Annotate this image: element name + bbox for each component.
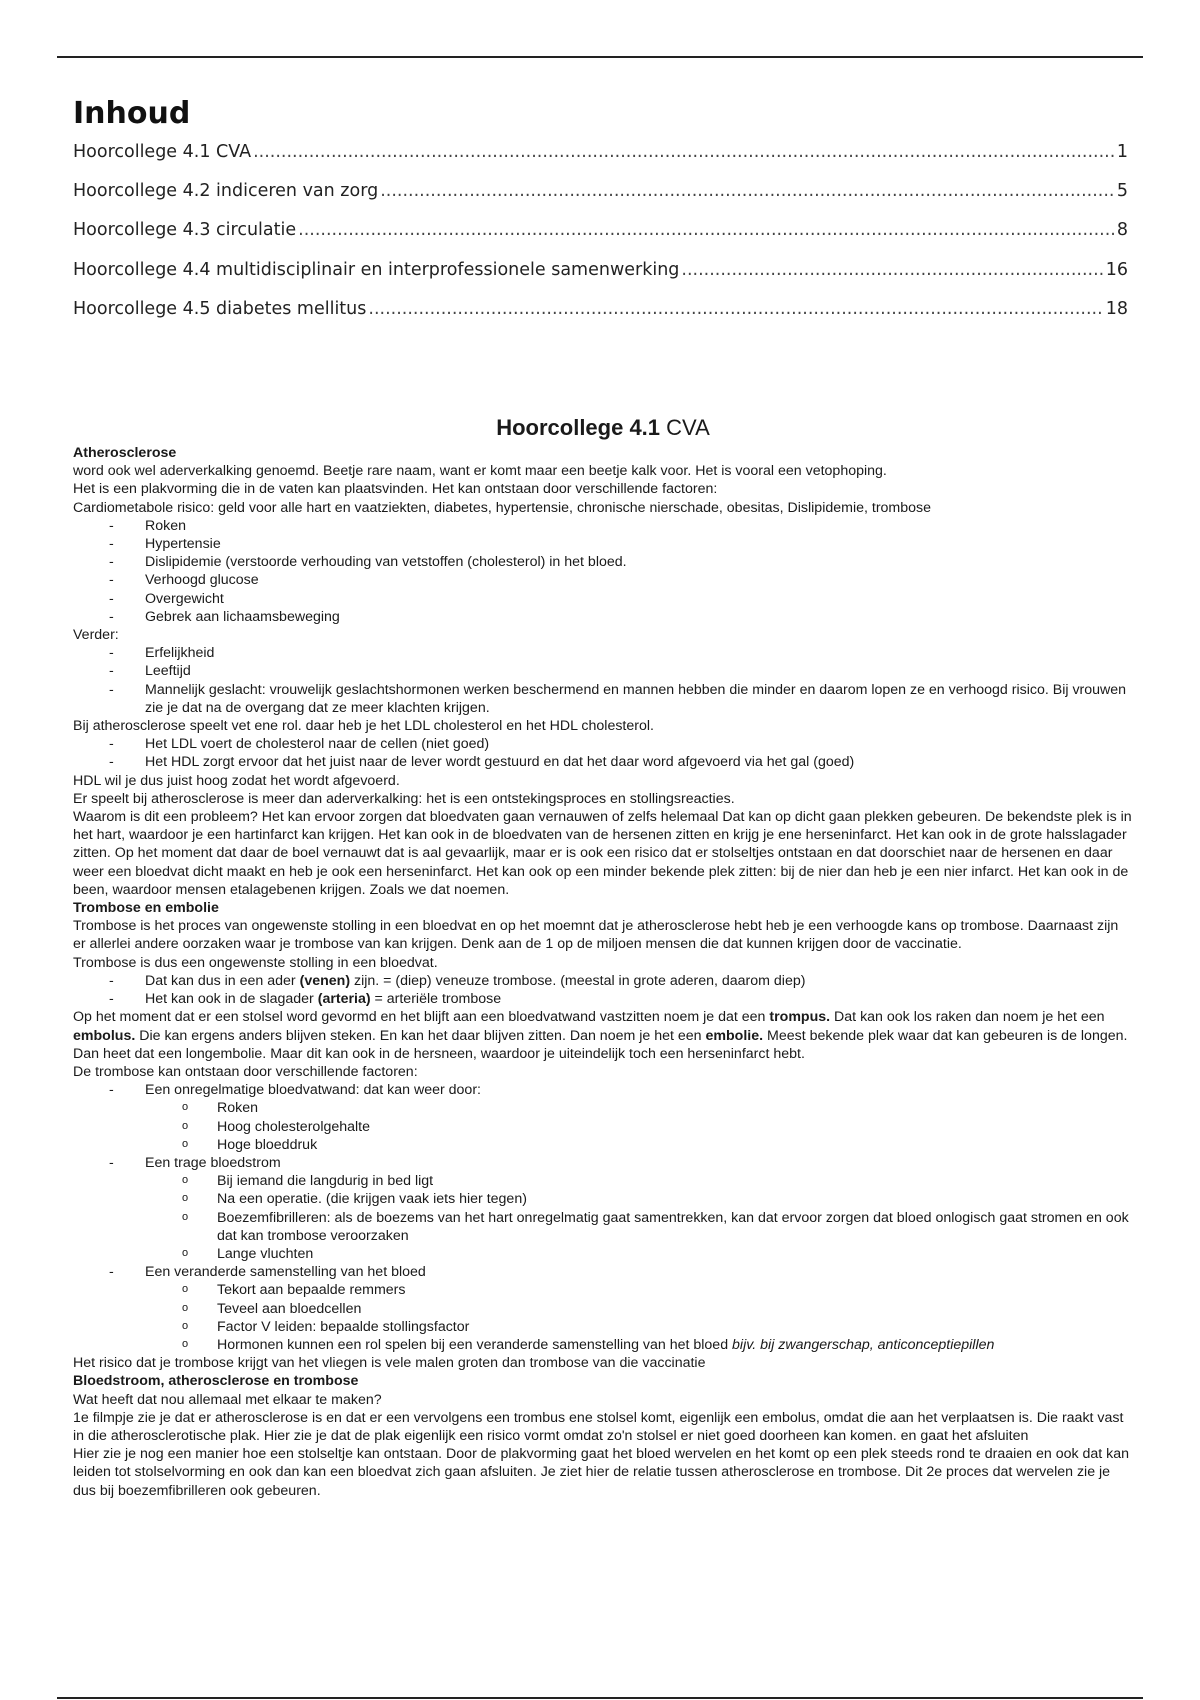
page-title xyxy=(73,415,1133,441)
header-rule xyxy=(57,56,1143,58)
paragraph: Trombose is het proces van ongewenste stolling in een bloedvat en op het moemnt dat je atherosclerose hebt heb je een verhoogde kans op trombose. Daarnaast zijn er allerlei andere oorzaken waar je trombose van kan krijgen. Denk aan de 1 op de miljoen mensen die dat kunnen krijgen door de vaccinatie. xyxy=(73,918,1119,953)
paragraph: Hier zie je nog een manier hoe een stolseltje kan ontstaan. Door de plakvorming gaat het bloed wervelen en het komt op een plek steeds rond te draaien en ook dat kan leiden tot stolselvorming en ook dan kan een bloedvat zich gaan afsluiten. Je ziet hier de relatie tussen atherosclerose en trombose. Dit 2e proces dat wervelen zie je dus bij boezemfibrilleren ook gebeuren. xyxy=(73,1446,1130,1499)
text-run: Het kan ook in de slagader xyxy=(145,991,318,1008)
bold-term: (arteria) xyxy=(317,991,371,1008)
toc-leader xyxy=(380,181,1115,201)
sub-list-item: o Factor V leiden: bepaalde stollingsfactor xyxy=(73,1318,1133,1336)
toc-entry-title: Hoorcollege 4.1 CVA xyxy=(73,142,252,162)
paragraph: Waarom is dit een probleem? Het kan ervoor zorgen dat bloedvaten gaan vernauwen of zelfs helemaal Dat kan op dicht gaan plekken gebeuren. De bekendste plek is in het hart, waardoor je een hartinfarct kan krijgen. Het kan ook in de bloedvaten van de hersenen zitten en krijg je ene herseninfarct. Het kan ook in de grote halsslagader zitten. Op het moment dat daar de boel vernauwt dat is aal gevaarlijk, maar er is ook een risico dat er stolseltjes ontstaan en dat doorschiet naar de hersenen en daar weer een bloedvat dicht maakt en heb je ook een herseninfarct. Het kan ook op een minder bekende plek zitten: bij de nier dan heb je een nier infarct. Het kan ook in de been, waardoor mensen etalagebenen krijgen. Zoals we dat noemen. xyxy=(73,809,1132,898)
list-item xyxy=(73,1154,1133,1263)
text-run: zijn. = (diep) veneuze trombose. (meestal in grote aderen, daarom diep) xyxy=(350,972,806,989)
paragraph: De trombose kan ontstaan door verschillende factoren: xyxy=(73,1063,418,1080)
section-heading: Trombose en embolie xyxy=(73,900,219,917)
toc-entry[interactable] xyxy=(73,220,1128,259)
list-item xyxy=(73,972,1133,990)
footer-rule xyxy=(57,1697,1143,1699)
toc-entry-page: 8 xyxy=(1116,220,1128,241)
list-item xyxy=(73,1263,1133,1354)
paragraph: Er speelt bij atherosclerose is meer dan aderverkalking: het is een ontstekingsproces en stollingsreacties. xyxy=(73,790,735,807)
toc-entry-page: 16 xyxy=(1105,259,1128,280)
bold-term: embolie. xyxy=(705,1027,764,1044)
toc-entry[interactable] xyxy=(73,142,1128,181)
text-run: Meest bekende plek waar dat kan gebeuren is de longen. Dan heet dat een longembolie. Maar dit kan ook in de hersneen, waardoor je uiteindelijk toch een herseninfarct hebt. xyxy=(73,1027,1128,1062)
toc-leader xyxy=(681,260,1103,280)
bold-term: trompus. xyxy=(769,1009,831,1026)
toc-entry-title: Hoorcollege 4.3 circulatie xyxy=(73,220,297,241)
list-item: - Overgewicht xyxy=(73,590,1133,608)
paragraph xyxy=(73,1008,1133,1063)
sub-list-item: o Lange vluchten xyxy=(73,1245,1133,1263)
paragraph: Het is een plakvorming die in de vaten kan plaatsvinden. Het kan ontstaan door verschillende factoren: xyxy=(73,481,718,498)
toc-entry-title: Hoorcollege 4.4 multidisciplinair en interprofessionele samenwerking xyxy=(73,259,680,280)
toc-leader xyxy=(253,142,1115,162)
factor-list xyxy=(73,1081,1133,1354)
risk-list-more xyxy=(73,644,1133,717)
list-item: - Mannelijk geslacht: vrouwelijk geslachtshormonen werken beschermend en mannen hebben die minder en daarom lopen ze en verhoogd risico. Bij vrouwen zie je dat na de overgang dat ze meer klachten krijgen. xyxy=(73,681,1133,717)
toc-entry-title: Hoorcollege 4.2 indiceren van zorg xyxy=(73,181,379,202)
toc-title: Inhoud xyxy=(73,96,191,131)
list-item: - Het LDL voert de cholesterol naar de cellen (niet goed) xyxy=(73,735,1133,753)
paragraph: 1e filmpje zie je dat er atherosclerose is en dat er een vervolgens een trombus ene stolsel komt, eigenlijk een embolus, omdat die aan het verplaatsen is. Die raakt vast in die atherosclerotische plak. Hier zie je dat de plak eigenlijk een risico vormt omdat zo'n stolsel er niet goed doorheen kan komen. en gaat het afsluiten xyxy=(73,1409,1124,1444)
italic-note: bijv. bij zwangerschap, anticonceptiepillen xyxy=(732,1336,995,1353)
sub-list-item: o Roken xyxy=(73,1099,1133,1117)
paragraph: Trombose is dus een ongewenste stolling in een bloedvat. xyxy=(73,954,438,971)
toc-entry-title: Hoorcollege 4.5 diabetes mellitus xyxy=(73,298,367,319)
text-run: Hormonen kunnen een rol spelen bij een veranderde samenstelling van het bloed xyxy=(217,1336,733,1353)
sub-list-item: o Bij iemand die langdurig in bed ligt xyxy=(73,1172,1133,1190)
list-item: - Gebrek aan lichaamsbeweging xyxy=(73,608,1133,626)
document-body xyxy=(73,415,1133,1500)
risk-list xyxy=(73,517,1133,626)
paragraph: Verder: xyxy=(73,627,119,644)
paragraph: Bij atherosclerose speelt vet ene rol. daar heb je het LDL cholesterol en het HDL cholesterol. xyxy=(73,718,654,735)
paragraph: Wat heeft dat nou allemaal met elkaar te maken? xyxy=(73,1391,382,1408)
list-item: - Verhoogd glucose xyxy=(73,571,1133,589)
list-item xyxy=(73,1081,1133,1154)
sub-list-item: o Teveel aan bloedcellen xyxy=(73,1300,1133,1318)
bold-term: (venen) xyxy=(299,972,351,989)
sub-list-item: o Tekort aan bepaalde remmers xyxy=(73,1281,1133,1299)
text-run: Dat kan ook los raken dan noem je het een xyxy=(830,1009,1105,1026)
text-run: Dat kan dus in een ader xyxy=(145,972,300,989)
text-run: = arteriële trombose xyxy=(370,991,502,1008)
sub-list-item: o Na een operatie. (die krijgen vaak iets hier tegen) xyxy=(73,1190,1133,1208)
thrombosis-type-list xyxy=(73,972,1133,1008)
toc-entry-page: 1 xyxy=(1116,142,1128,162)
paragraph: word ook wel aderverkalking genoemd. Beetje rare naam, want er komt maar een beetje kalk voor. Het is vooral een vetophoping. xyxy=(73,463,887,480)
list-item: - Dislipidemie (verstoorde verhouding van vetstoffen (cholesterol) in het bloed. xyxy=(73,553,1133,571)
paragraph: Het risico dat je trombose krijgt van het vliegen is vele malen groten dan trombose van die vaccinatie xyxy=(73,1355,706,1372)
text-run: Een onregelmatige bloedvatwand: dat kan weer door: xyxy=(145,1082,481,1099)
title-rest: CVA xyxy=(666,415,710,440)
table-of-contents xyxy=(73,96,1128,338)
toc-entry[interactable] xyxy=(73,299,1128,338)
sub-list xyxy=(145,1281,1133,1354)
toc-entry[interactable] xyxy=(73,260,1128,299)
sub-list xyxy=(145,1099,1133,1154)
list-item: - Het HDL zorgt ervoor dat het juist naar de lever wordt gestuurd en dat het daar word afgevoerd via het gal (goed) xyxy=(73,753,1133,771)
section-heading: Atherosclerose xyxy=(73,445,177,461)
toc-entry-page: 18 xyxy=(1105,298,1128,319)
list-item: - Roken xyxy=(73,517,1133,535)
sub-list xyxy=(145,1172,1133,1263)
sub-list-item xyxy=(73,1336,1133,1354)
text-run: Een veranderde samenstelling van het bloed xyxy=(145,1264,426,1281)
list-item: - Hypertensie xyxy=(73,535,1133,553)
text-run: Een trage bloedstrom xyxy=(145,1154,281,1171)
text-run: Die kan ergens anders blijven steken. En kan het daar blijven zitten. Dan noem je het een xyxy=(135,1027,706,1044)
toc-leader xyxy=(368,299,1103,319)
bold-term: embolus. xyxy=(73,1027,136,1044)
title-bold: Hoorcollege 4.1 xyxy=(496,415,661,440)
section-heading: Bloedstroom, atherosclerose en trombose xyxy=(73,1373,359,1390)
list-item: - Erfelijkheid xyxy=(73,644,1133,662)
paragraph: Cardiometabole risico: geld voor alle hart en vaatziekten, diabetes, hypertensie, chronische nierschade, obesitas, Dislipidemie, trombose xyxy=(73,499,932,516)
list-item xyxy=(73,990,1133,1008)
text-run: Op het moment dat er een stolsel word gevormd en het blijft aan een bloedvatwand vastzitten noem je dat een xyxy=(73,1009,770,1026)
toc-leader xyxy=(298,220,1115,240)
paragraph: HDL wil je dus juist hoog zodat het wordt afgevoerd. xyxy=(73,772,400,789)
cholesterol-list xyxy=(73,735,1133,771)
sub-list-item: o Hoog cholesterolgehalte xyxy=(73,1118,1133,1136)
list-item: - Leeftijd xyxy=(73,662,1133,680)
sub-list-item: o Hoge bloeddruk xyxy=(73,1136,1133,1154)
toc-entry-page: 5 xyxy=(1116,181,1128,202)
sub-list-item: o Boezemfibrilleren: als de boezems van het hart onregelmatig gaat samentrekken, kan dat ervoor zorgen dat bloed onlogisch gaat stromen en ook dat kan trombose veroorzaken xyxy=(73,1209,1133,1245)
toc-entry[interactable] xyxy=(73,181,1128,220)
